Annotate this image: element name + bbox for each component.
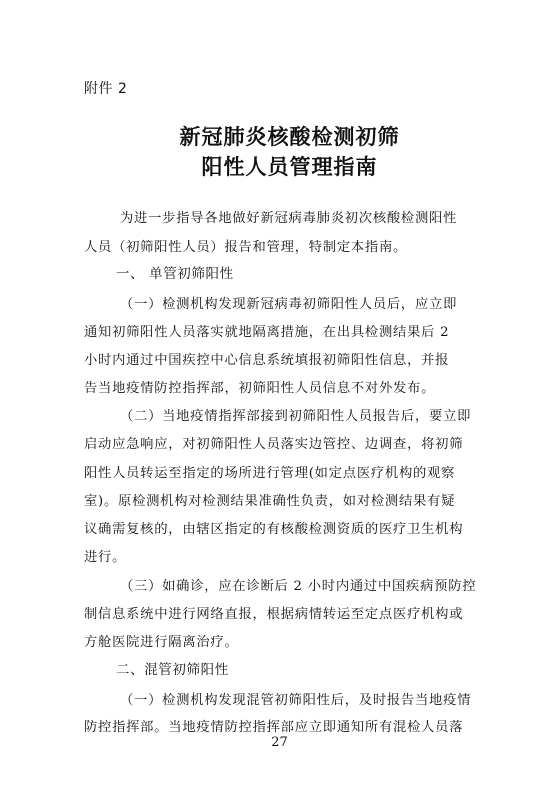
- s1-p1-line-2: 通知初筛阳性人员落实就地隔离措施，在出具检测结果后 2: [84, 325, 450, 340]
- s1-p3-line-2: 制信息系统中进行网络直报，根据病情转运至定点医疗机构或: [84, 607, 464, 622]
- s1-p1-line-1: （一）检测机构发现新冠病毒初筛阳性人员后，应立即: [120, 297, 458, 312]
- s1-p2-line-1: （二）当地疫情指挥部接到初筛阳性人员报告后，要立即: [120, 409, 472, 424]
- s1-p2-line-6: 进行。: [84, 550, 127, 565]
- s1-p3-line-3: 方舱医院进行隔离治疗。: [84, 635, 239, 650]
- page-number: 27: [271, 735, 288, 750]
- section-2-heading: 二、混管初筛阳性: [116, 662, 229, 678]
- document-title-line-1: 新冠肺炎核酸检测初筛: [179, 125, 400, 149]
- s1-p1-line-4: 告当地疫情防控指挥部，初筛阳性人员信息不对外发布。: [84, 381, 436, 396]
- document-title-line-2: 阳性人员管理指南: [201, 155, 378, 179]
- s1-p2-line-4: 室)。原检测机构对检测结果准确性负责，如对检测结果有疑: [84, 494, 456, 509]
- s2-p1-line-1: （一）检测机构发现混管初筛阳性后，及时报告当地疫情: [120, 693, 472, 708]
- s1-p2-line-3: 阳性人员转运至指定的场所进行管理(如定点医疗机构的观察: [84, 466, 456, 481]
- intro-line-2: 人员（初筛阳性人员）报告和管理，特制定本指南。: [84, 240, 408, 255]
- s1-p2-line-2: 启动应急响应，对初筛阳性人员落实边管控、边调查，将初筛: [84, 437, 464, 452]
- s1-p3-line-1: （三）如确诊，应在诊断后 2 小时内通过中国疾病预防控: [120, 579, 477, 594]
- section-1-heading: 一、 单管初筛阳性: [116, 266, 234, 282]
- s2-p1-line-2: 防控指挥部。当地疫情防控指挥部应立即通知所有混检人员落: [84, 720, 464, 735]
- s1-p2-line-5: 议确需复核的，由辖区指定的有核酸检测资质的医疗卫生机构: [84, 522, 464, 537]
- s1-p1-line-3: 小时内通过中国疾控中心信息系统填报初筛阳性信息，并报: [84, 353, 450, 368]
- attachment-label: 附件 2: [84, 81, 128, 97]
- intro-line-1: 为进一步指导各地做好新冠病毒肺炎初次核酸检测阳性: [120, 211, 458, 226]
